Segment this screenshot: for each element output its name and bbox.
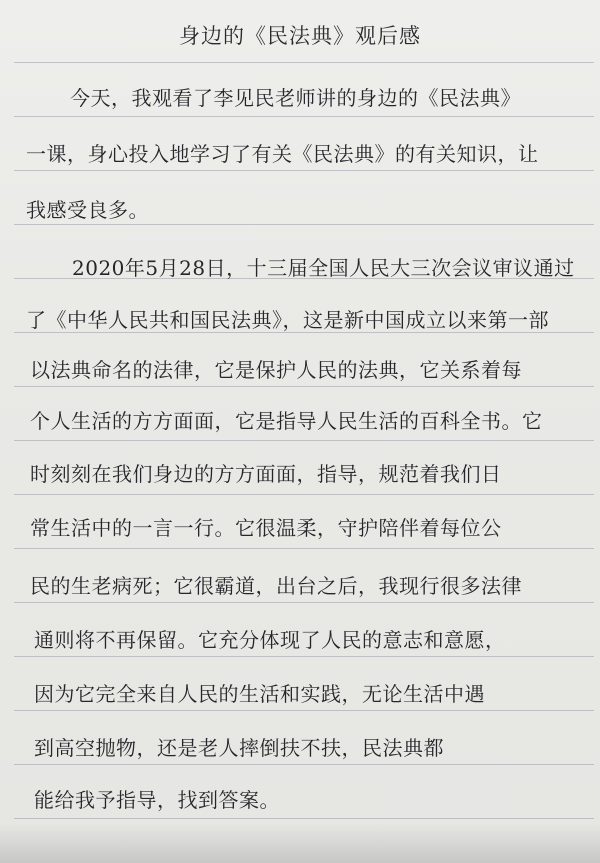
text-line-3: 我感受良多。 bbox=[26, 198, 149, 222]
text-line-9: 常生活中的一言一行。它很温柔，守护陪伴着每位公 bbox=[30, 516, 502, 540]
ruled-line bbox=[14, 62, 594, 63]
ruled-line bbox=[14, 764, 594, 765]
ruled-line bbox=[14, 494, 594, 495]
text-line-6: 以法典命名的法律，它是保护人民的法典，它关系着每 bbox=[30, 358, 522, 382]
ruled-line bbox=[14, 656, 594, 657]
text-line-14: 能给我予指导，找到答案。 bbox=[34, 788, 280, 812]
ruled-line bbox=[14, 602, 594, 603]
essay-title: 身边的《民法典》观后感 bbox=[179, 24, 421, 48]
text-line-8: 时刻刻在我们身边的方方面面，指导，规范着我们日 bbox=[30, 462, 502, 486]
ruled-line bbox=[14, 170, 594, 171]
ruled-line bbox=[14, 440, 594, 441]
text-line-4: 2020年5月28日，十三届全国人民大三次会议审议通过 bbox=[72, 256, 575, 280]
ruled-line bbox=[14, 818, 594, 819]
text-line-13: 到高空抛物，还是老人摔倒扶不扶，民法典都 bbox=[34, 736, 444, 760]
ruled-line bbox=[14, 386, 594, 387]
text-line-12: 因为它完全来自人民的生活和实践，无论生活中遇 bbox=[34, 682, 485, 706]
ruled-line bbox=[14, 116, 594, 117]
ruled-line bbox=[14, 548, 594, 549]
text-line-10: 民的生老病死；它很霸道，出台之后，我现行很多法律 bbox=[30, 574, 522, 598]
text-line-2: 一课，身心投入地学习了有关《民法典》的有关知识，让 bbox=[26, 142, 539, 166]
text-line-5: 了《中华人民共和国民法典》，这是新中国成立以来第一部 bbox=[26, 308, 549, 332]
text-line-1: 今天，我观看了李见民老师讲的身边的《民法典》 bbox=[70, 86, 521, 110]
ruled-line bbox=[14, 224, 594, 225]
text-line-7: 个人生活的方方面面，它是指导人民生活的百科全书。它 bbox=[30, 409, 543, 433]
ruled-line bbox=[14, 710, 594, 711]
text-line-11: 通则将不再保留。它充分体现了人民的意志和意愿， bbox=[34, 628, 506, 652]
